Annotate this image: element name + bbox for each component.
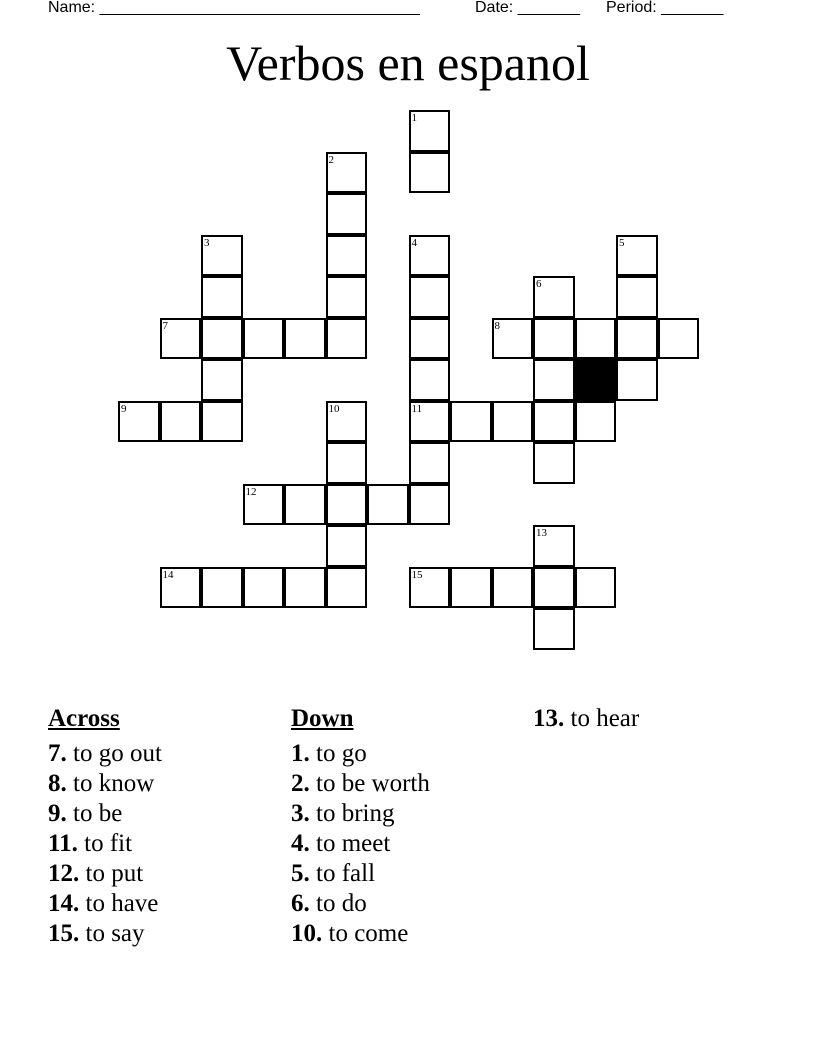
grid-cell[interactable] — [201, 318, 243, 360]
clue-number-label: 10 — [328, 402, 340, 415]
clue-text: to hear — [570, 705, 640, 732]
clue-number-label: 13 — [536, 527, 547, 539]
clue-number-label: 15 — [411, 568, 423, 581]
clue-text: to say — [85, 920, 145, 947]
clue-down-10 — [291, 919, 430, 949]
clue-text: to go — [316, 740, 367, 767]
grid-cell[interactable] — [533, 567, 575, 609]
clue-number: 1. — [291, 740, 310, 767]
grid-cell[interactable] — [575, 401, 617, 443]
grid-cell[interactable] — [326, 235, 368, 277]
grid-cell[interactable] — [533, 318, 575, 360]
clue-number: 6. — [291, 890, 310, 917]
clue-text: to fall — [316, 860, 376, 887]
clue-across-14 — [48, 889, 162, 919]
grid-cell[interactable] — [160, 401, 202, 443]
clue-text: to bring — [316, 800, 395, 827]
clue-across-12 — [48, 859, 162, 889]
grid-cell[interactable] — [284, 567, 326, 609]
clue-number: 9. — [48, 800, 67, 827]
clue-number: 2. — [291, 770, 310, 797]
clue-number: 5. — [291, 860, 310, 887]
grid-cell[interactable] — [658, 318, 700, 360]
down-clues — [291, 704, 430, 949]
clue-text: to fit — [84, 830, 133, 857]
grid-cell[interactable] — [409, 359, 451, 401]
clue-number: 4. — [291, 830, 310, 857]
clue-number-label: 4 — [411, 236, 417, 249]
grid-cell[interactable] — [243, 318, 285, 360]
across-heading: Across — [48, 705, 120, 732]
clue-text: to have — [85, 890, 159, 917]
clue-text: to know — [73, 770, 155, 797]
clue-number-label: 6 — [536, 278, 542, 290]
grid-cell[interactable] — [409, 318, 451, 360]
down-clues-continued — [533, 704, 639, 734]
clue-down-3 — [291, 799, 430, 829]
grid-cell[interactable] — [616, 359, 658, 401]
grid-cell-blocked — [575, 359, 617, 401]
clue-number: 8. — [48, 770, 67, 797]
grid-cell[interactable] — [326, 567, 368, 609]
grid-cell[interactable] — [201, 401, 243, 443]
clue-text: to come — [328, 920, 409, 947]
grid-cell[interactable] — [533, 608, 575, 650]
grid-cell[interactable] — [326, 484, 368, 526]
page-title: Verbos en espanol — [226, 35, 590, 91]
grid-cell[interactable] — [533, 401, 575, 443]
grid-cell[interactable] — [201, 359, 243, 401]
grid-cell[interactable] — [243, 567, 285, 609]
clue-across-8 — [48, 769, 162, 799]
period-field-label: Period: _______ — [606, 0, 724, 16]
grid-cell[interactable] — [533, 359, 575, 401]
clue-text: to do — [316, 890, 367, 917]
clue-number-label: 14 — [162, 568, 174, 581]
grid-cell[interactable] — [409, 152, 451, 194]
clue-number: 10. — [291, 920, 323, 947]
grid-cell[interactable] — [201, 567, 243, 609]
clue-number: 12. — [48, 860, 80, 887]
clue-number-label: 3 — [204, 236, 210, 249]
clue-number: 11. — [48, 830, 78, 857]
grid-cell[interactable] — [575, 318, 617, 360]
clue-number-label: 12 — [245, 485, 257, 498]
clue-down-1 — [291, 739, 430, 769]
grid-cell[interactable] — [326, 318, 368, 360]
clue-number: 15. — [48, 920, 80, 947]
clue-text: to be — [73, 800, 123, 827]
down-heading: Down — [291, 705, 354, 732]
grid-cell[interactable] — [616, 276, 658, 318]
clue-down-4 — [291, 829, 430, 859]
across-clues — [48, 704, 162, 949]
grid-cell[interactable] — [492, 401, 534, 443]
grid-cell[interactable] — [326, 525, 368, 567]
clue-across-11 — [48, 829, 162, 859]
clue-text: to be worth — [316, 770, 430, 797]
date-field-label: Date: _______ — [475, 0, 580, 16]
clue-number-label: 11 — [411, 402, 423, 415]
grid-cell[interactable] — [326, 276, 368, 318]
grid-cell[interactable] — [409, 484, 451, 526]
grid-cell[interactable] — [284, 484, 326, 526]
grid-cell[interactable] — [201, 276, 243, 318]
grid-cell[interactable] — [533, 442, 575, 484]
clue-number-label: 7 — [162, 319, 168, 332]
clue-number-label: 9 — [121, 402, 127, 415]
clue-across-9 — [48, 799, 162, 829]
grid-cell[interactable] — [326, 193, 368, 235]
clue-number: 13. — [533, 705, 565, 732]
clue-down-13 — [533, 704, 639, 734]
grid-cell[interactable] — [616, 318, 658, 360]
clue-number: 3. — [291, 800, 310, 827]
clue-number-label: 8 — [494, 319, 500, 332]
grid-cell[interactable] — [284, 318, 326, 360]
grid-cell[interactable] — [367, 484, 409, 526]
clue-across-7 — [48, 739, 162, 769]
grid-cell[interactable] — [450, 567, 492, 609]
grid-cell[interactable] — [450, 401, 492, 443]
name-field-label: Name: ____________________________________ — [48, 0, 420, 16]
grid-cell[interactable] — [575, 567, 617, 609]
clue-number-label: 2 — [328, 153, 334, 166]
grid-cell[interactable] — [409, 276, 451, 318]
clue-across-15 — [48, 919, 162, 949]
clue-text: to meet — [316, 830, 391, 857]
clue-number-label: 5 — [619, 236, 625, 249]
clue-number-label: 1 — [411, 112, 417, 124]
clue-down-5 — [291, 859, 430, 889]
grid-cell[interactable] — [492, 567, 534, 609]
clue-down-2 — [291, 769, 430, 799]
grid-cell[interactable] — [326, 442, 368, 484]
clue-number: 7. — [48, 740, 67, 767]
clue-down-6 — [291, 889, 430, 919]
grid-cell[interactable] — [409, 442, 451, 484]
clue-number: 14. — [48, 890, 80, 917]
clue-text: to go out — [73, 740, 162, 767]
clue-text: to put — [85, 860, 144, 887]
